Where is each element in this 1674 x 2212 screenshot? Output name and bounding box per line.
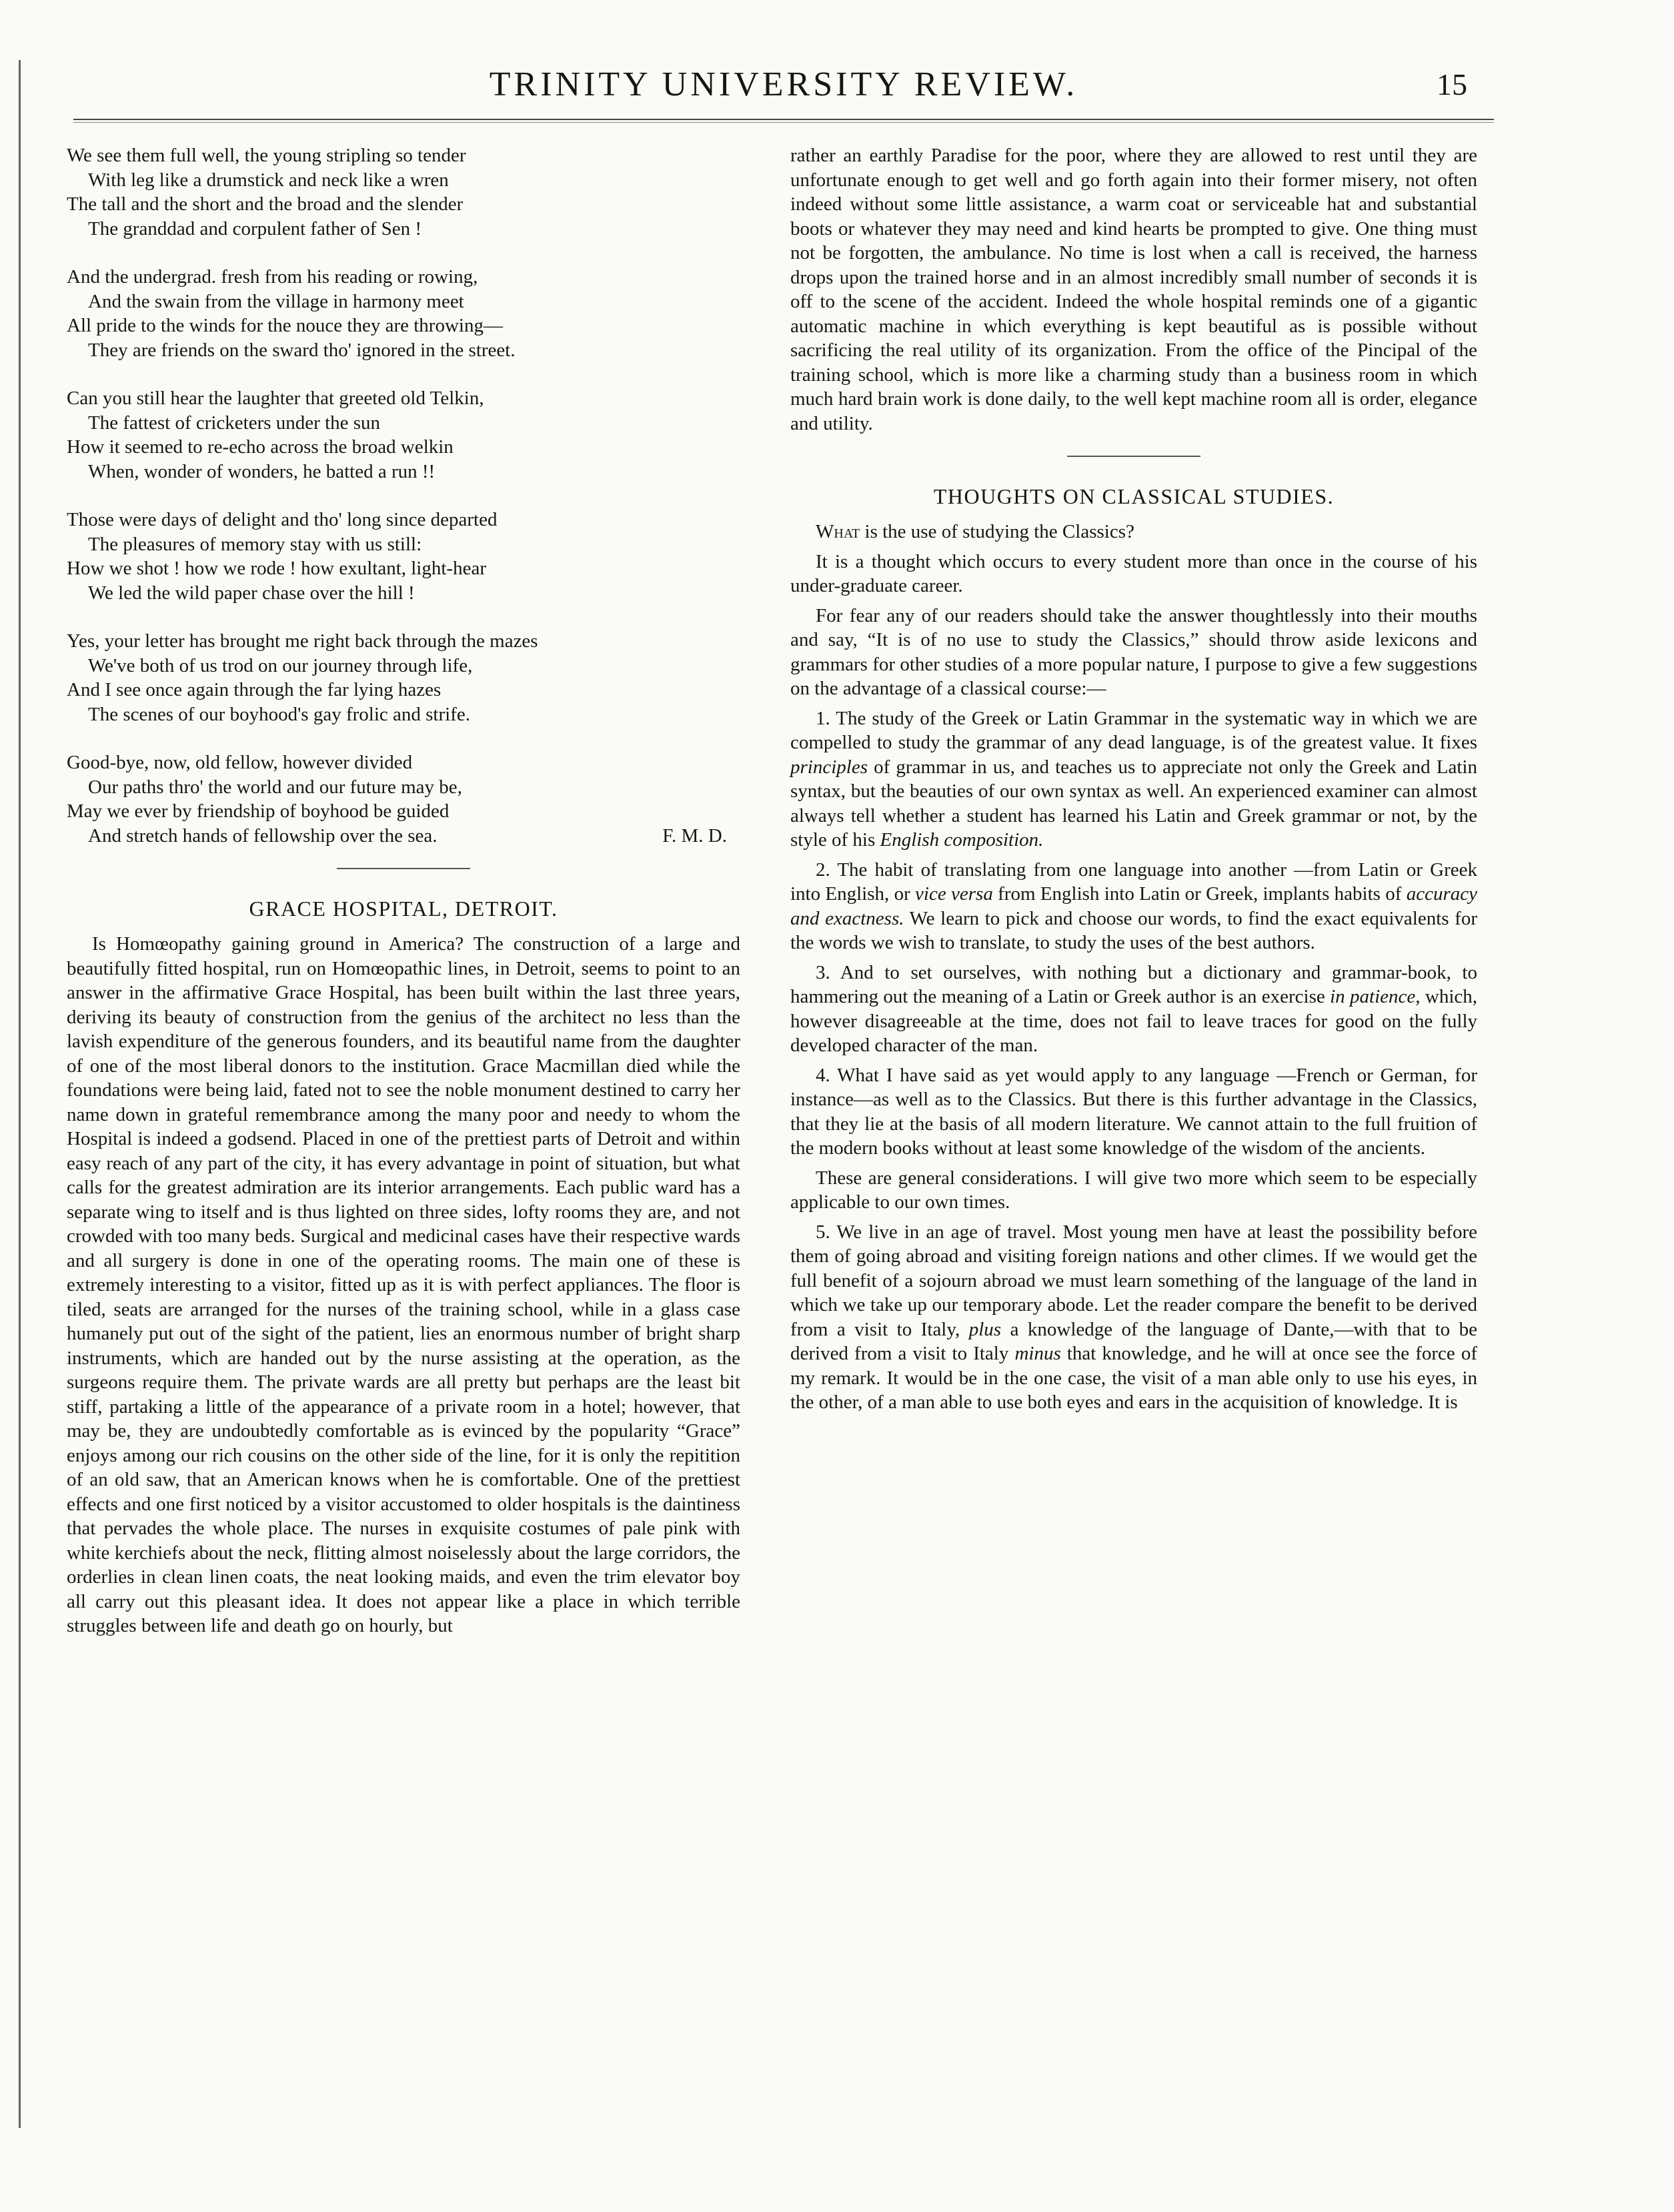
poem bbox=[67, 143, 740, 848]
paragraph: For fear any of our readers should take the answer thoughtlessly into their mouths and say, “It is of no use to study the Classics,” should throw aside lexicons and grammars for other studies of a more popular nature, I purpose to give a few suggestions on the advantage of a classical course:— bbox=[790, 604, 1477, 699]
left-column bbox=[67, 143, 740, 1638]
poem-stanza bbox=[67, 265, 740, 362]
poem-line: Can you still hear the laughter that greeted old Telkin, bbox=[67, 388, 484, 409]
poem-signature: F. M. D. bbox=[662, 824, 727, 847]
poem-line: And stretch hands of fellowship over the sea. bbox=[88, 824, 438, 847]
poem-last-line bbox=[67, 824, 740, 849]
paragraph-text: 3. And to set ourselves, with nothing but a dictionary and grammar-book, to hammering out the meaning of a Latin or Greek author is an exercise bbox=[790, 961, 1477, 1007]
paragraph bbox=[790, 520, 1477, 544]
paragraph-text: 1. The study of the Greek or Latin Grammar in the systematic way in which we are compelled to study the grammar of any dead language, is of the greatest value. It fixes bbox=[790, 707, 1477, 753]
point-3 bbox=[790, 961, 1477, 1058]
poem-line: Those were days of delight and tho' long since departed bbox=[67, 509, 498, 530]
emphasis: accuracy and exactness. bbox=[790, 883, 1477, 929]
point-2 bbox=[790, 858, 1477, 955]
poem-stanza bbox=[67, 386, 740, 484]
paragraph-text: from English into Latin or Greek, implants habits of bbox=[992, 883, 1407, 905]
article-title-classical-studies: THOUGHTS ON CLASSICAL STUDIES. bbox=[933, 484, 1335, 508]
poem-line: The fattest of cricketers under the sun bbox=[88, 412, 381, 434]
paragraph-text: We learn to pick and choose our words, to find the exact equivalents for the words we wish to translate, to study the uses of the best authors. bbox=[790, 907, 1477, 953]
poem-line: How it seemed to re-echo across the broad welkin bbox=[67, 436, 454, 458]
section-divider bbox=[1067, 456, 1200, 457]
poem-line: May we ever by friendship of boyhood be guided bbox=[67, 800, 450, 822]
emphasis: principles bbox=[790, 756, 868, 778]
article-body-grace-continued: rather an earthly Paradise for the poor, where they are allowed to rest until they are unfortunate enough to get well and go forth again into their former misery, not often indeed without some little assistance, a warm coat or serviceable hat and substantial boots or whatever they may need and kind hearts be prompted to give. One thing must not be forgotten, the ambulance. No time is lost when a call is received, the harness drops upon the trained horse and in an almost incredibly small number of seconds it is off to the scene of the accident. Indeed the whole hospital reminds one of a gigantic automatic machine in which everything is kept beautiful as is possible without sacrificing the real utility of its organization. From the office of the Pincipal of the training school, which is more like a charming study than a business room in which much hard brain work is done daily, to the well kept machine room all is order, elegance and utility. bbox=[790, 145, 1477, 434]
poem-line: With leg like a drumstick and neck like a wren bbox=[88, 169, 449, 191]
poem-stanza bbox=[67, 750, 740, 848]
poem-line: Good-bye, now, old fellow, however divided bbox=[67, 752, 413, 773]
paragraph: These are general considerations. I will give two more which seem to be especially applicable to our own times. bbox=[790, 1167, 1477, 1213]
point-1 bbox=[790, 706, 1477, 853]
point-5 bbox=[790, 1220, 1477, 1415]
point-4: 4. What I have said as yet would apply to any language —French or German, for instance—as well as to the Classics. But there is this further advantage in the Classics, that they lie at the basis of all modern literature. We cannot attain to the full fruition of the modern books without at least some knowledge of the wisdom of the ancients. bbox=[790, 1064, 1477, 1159]
header-rule bbox=[73, 119, 1494, 123]
emphasis: minus bbox=[1014, 1343, 1061, 1364]
poem-line: All pride to the winds for the nouce they are throwing— bbox=[67, 315, 503, 336]
poem-line: And I see once again through the far lying hazes bbox=[67, 679, 442, 700]
poem-line: And the undergrad. fresh from his reading or rowing, bbox=[67, 266, 478, 288]
paragraph: It is a thought which occurs to every student more than once in the course of his under-graduate career. bbox=[790, 550, 1477, 596]
drop-word: What bbox=[816, 521, 860, 542]
poem-line: Our paths thro' the world and our future may be, bbox=[88, 776, 462, 798]
poem-line: The tall and the short and the broad and the slender bbox=[67, 193, 464, 215]
page-header bbox=[73, 61, 1494, 121]
journal-title: TRINITY UNIVERSITY REVIEW. bbox=[489, 65, 1078, 103]
poem-line: When, wonder of wonders, he batted a run !! bbox=[88, 460, 436, 482]
paragraph-text: 2. The habit of translating from one language into another —from Latin or Greek into English, or bbox=[790, 859, 1477, 905]
poem-line: The scenes of our boyhood's gay frolic and strife. bbox=[88, 703, 470, 725]
poem-line: How we shot ! how we rode ! how exultant, light-hear bbox=[67, 558, 486, 579]
poem-stanza bbox=[67, 143, 740, 241]
section-divider bbox=[337, 868, 470, 869]
page-binding-edge bbox=[19, 60, 26, 2128]
article-body-grace-hospital: Is Homœopathy gaining ground in America? The construction of a large and beautifully fitted hospital, run on Homœopathic lines, in Detroit, seems to point to an answer in the affirmative Grace Hospital, has been built within the last three years, deriving its beauty of construction from the genius of the architect no less than the lavish expenditure of the generous founders, and its beautiful name from the daughter of one of the most liberal donors to the institution. Grace Macmillan died while the foundations were being laid, fated not to see the noble monument destined to carry her name down in grateful remembrance among the many poor and needy to whom the Hospital is indeed a godsend. Placed in one of the prettiest parts of Detroit and within easy reach of any part of the city, it has every advantage in point of situation, but what calls for the greatest admiration are its interior arrangements. Each public ward has a separate wing to itself and is thus lighted on three sides, lofty rooms they are, and not crowded with too many beds. Surgical and medicinal cases have their respective wards and all surgery is done in one of the operating rooms. The main one of these is extremely interesting to a visitor, fitted up as it is with perfect appliances. The floor is tiled, seats are arranged for the nurses of the training school, while in a glass case humanely put out of the sight of the patient, lies an enormous number of bright sharp instruments, which are handed out by the nurse assisting at the operation, as the surgeons require them. The private wards are all pretty but perhaps are the least bit stiff, partaking a little of the appearance of a private room in a hotel; however, that may be, they are undoubtedly comfortable as is evinced by the popularity “Grace” enjoys among our rich cousins on the other side of the line, for it is only the repitition of an old saw, that an American knows when he is comfortable. One of the prettiest effects and one first noticed by a visitor accustomed to older hospitals is the daintiness that pervades the whole place. The nurses in exquisite costumes of pale pink with white kerchiefs about the neck, flitting almost noiselessly about the large corridors, the orderlies in clean linen coats, the neat looking maids, and even the trim elevator boy all carry out this pleasant idea. It does not appear like a place in which terrible struggles between life and death go on hourly, but bbox=[67, 933, 740, 1636]
poem-line: They are friends on the sward tho' ignored in the street. bbox=[88, 339, 516, 361]
poem-line: The granddad and corpulent father of Sen ! bbox=[88, 217, 422, 239]
emphasis: plus bbox=[968, 1318, 1002, 1340]
paragraph-text: of grammar in us, and teaches us to appreciate not only the Greek and Latin syntax, but the beauties of our own syntax as well. An experienced examiner can almost always tell whether a student has learned his Latin and Greek grammar or not, by the style of his bbox=[790, 756, 1477, 851]
poem-stanza bbox=[67, 629, 740, 726]
right-column bbox=[790, 143, 1477, 1420]
page-number: 15 bbox=[1437, 67, 1467, 101]
poem-stanza bbox=[67, 508, 740, 605]
emphasis: English composition. bbox=[880, 829, 1044, 851]
poem-line: The pleasures of memory stay with us still: bbox=[88, 533, 422, 555]
emphasis: vice versa bbox=[915, 883, 993, 905]
poem-line: Yes, your letter has brought me right back through the mazes bbox=[67, 630, 538, 652]
emphasis: in patience bbox=[1330, 986, 1416, 1007]
poem-line: We led the wild paper chase over the hill ! bbox=[88, 582, 415, 604]
paragraph-text: 5. We live in an age of travel. Most young men have at least the possibility before them of going abroad and visiting foreign nations and other climes. If we would get the full benefit of a sojourn abroad we must learn something of the language of the land in which we take up our temporary abode. Let the reader compare the benefit to be derived from a visit to Italy, bbox=[790, 1221, 1477, 1340]
poem-line: And the swain from the village in harmony meet bbox=[88, 290, 464, 312]
article-title-grace-hospital: GRACE HOSPITAL, DETROIT. bbox=[249, 897, 558, 921]
paragraph-text: that knowledge, and he will at once see the force of my remark. It would be in the one case, the visit of a man able only to use his eyes, in the other, of a man able to use both eyes and ears in the acquisition of knowledge. It is bbox=[790, 1343, 1478, 1413]
paragraph-text: a knowledge of the language of Dante,—with that to be derived from a visit to Italy bbox=[790, 1318, 1477, 1364]
poem-line: We see them full well, the young stripling so tender bbox=[67, 145, 466, 166]
paragraph-text: is the use of studying the Classics? bbox=[860, 521, 1134, 542]
poem-line: We've both of us trod on our journey through life, bbox=[88, 654, 473, 676]
paragraph-text: , which, however disagreeable at the time, does not fail to leave traces for good on the fully developed character of the man. bbox=[790, 986, 1477, 1056]
